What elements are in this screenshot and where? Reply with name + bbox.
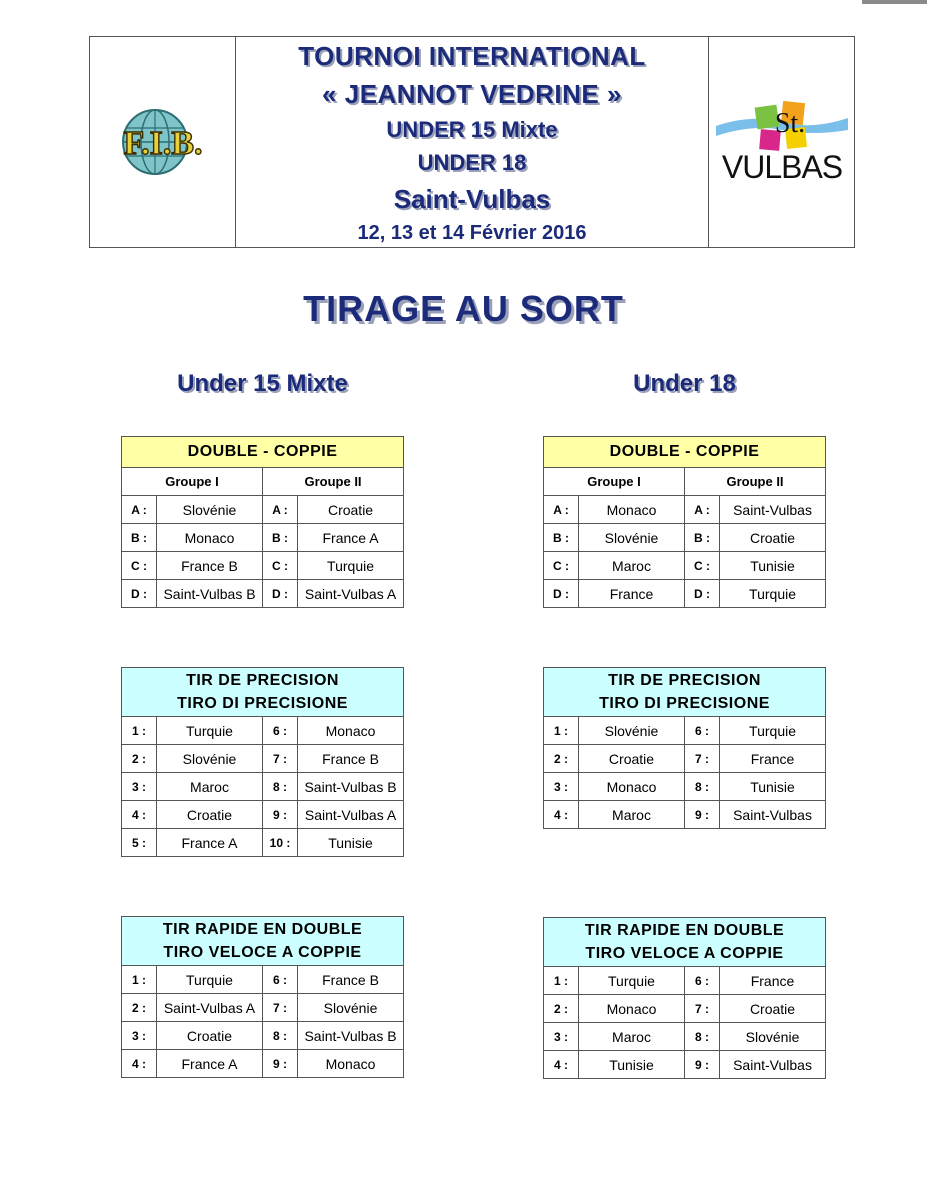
page-title: TIRAGE AU SORT [303, 288, 624, 329]
row-key: 6 : [685, 717, 720, 745]
table-row [544, 1051, 826, 1079]
row-key: 3 : [544, 773, 579, 801]
row-key: 7 : [685, 995, 720, 1023]
u15-rapide-title [122, 917, 404, 966]
row-key: B : [122, 524, 157, 552]
team-cell: Saint-Vulbas B [157, 580, 263, 608]
st-logo-text: St. [774, 108, 805, 139]
top-edge-line [862, 0, 927, 4]
table-row [122, 1050, 404, 1078]
u15-precision-table [121, 667, 404, 857]
table-row [544, 967, 826, 995]
table-row [544, 773, 826, 801]
fib-logo-cell [90, 37, 236, 247]
row-key: 8 : [685, 1023, 720, 1051]
row-key: C : [544, 552, 579, 580]
team-cell: Saint-Vulbas A [298, 580, 404, 608]
team-cell: Slovénie [157, 745, 263, 773]
team-cell: France B [298, 745, 404, 773]
u15-group-1-header: Groupe I [122, 468, 263, 496]
column-title-u15: Under 15 Mixte [177, 370, 348, 397]
team-cell: France A [298, 524, 404, 552]
header-line-3: UNDER 15 Mixte [386, 117, 558, 142]
row-key: 3 : [122, 773, 157, 801]
table-row [544, 717, 826, 745]
u18-precision-title-it: TIRO DI PRECISIONE [599, 695, 770, 712]
team-cell: Maroc [579, 801, 685, 829]
row-key: 9 : [263, 1050, 298, 1078]
st-vulbas-logo-cell [709, 37, 854, 247]
team-cell: Turquie [157, 717, 263, 745]
row-key: C : [685, 552, 720, 580]
row-key: D : [263, 580, 298, 608]
row-key: 4 : [122, 1050, 157, 1078]
u18-double-title: DOUBLE - COPPIE [544, 437, 826, 468]
table-row [122, 524, 404, 552]
team-cell: Slovénie [157, 496, 263, 524]
header-line-2: « JEANNOT VEDRINE » [322, 79, 622, 109]
row-key: 9 : [685, 801, 720, 829]
u18-rapide-title-it: TIRO VELOCE A COPPIE [585, 945, 784, 962]
fib-globe-logo [93, 102, 233, 182]
row-key: C : [122, 552, 157, 580]
u18-group-1-header: Groupe I [544, 468, 685, 496]
table-row [122, 552, 404, 580]
table-row [122, 773, 404, 801]
row-key: 9 : [263, 801, 298, 829]
tournament-header [89, 36, 855, 248]
u18-precision-table [543, 667, 826, 829]
row-key: 1 : [544, 967, 579, 995]
header-line-4: UNDER 18 [417, 150, 527, 175]
table-row [122, 829, 404, 857]
u18-precision-title-fr: TIR DE PRECISION [608, 672, 761, 689]
row-key: 6 : [685, 967, 720, 995]
team-cell: Croatie [720, 995, 826, 1023]
team-cell: Monaco [579, 496, 685, 524]
u15-precision-title-it: TIRO DI PRECISIONE [177, 695, 348, 712]
team-cell: Saint-Vulbas [720, 801, 826, 829]
row-key: 10 : [263, 829, 298, 857]
table-row [544, 496, 826, 524]
row-key: A : [263, 496, 298, 524]
row-key: 7 : [263, 745, 298, 773]
u18-group-2-header: Groupe II [685, 468, 826, 496]
row-key: B : [685, 524, 720, 552]
team-cell: Turquie [298, 552, 404, 580]
row-key: D : [122, 580, 157, 608]
header-titles [236, 37, 709, 247]
team-cell: Monaco [579, 995, 685, 1023]
row-key: 8 : [685, 773, 720, 801]
table-row [122, 717, 404, 745]
row-key: 4 : [544, 1051, 579, 1079]
team-cell: Saint-Vulbas B [298, 773, 404, 801]
column-title-u18: Under 18 [633, 370, 736, 397]
vulbas-logo-text: VULBAS [721, 149, 842, 185]
row-key: 3 : [544, 1023, 579, 1051]
header-line-1: TOURNOI INTERNATIONAL [298, 41, 646, 71]
u15-precision-title-fr: TIR DE PRECISION [186, 672, 339, 689]
table-row [122, 994, 404, 1022]
team-cell: Croatie [157, 1022, 263, 1050]
u18-rapide-title-fr: TIR RAPIDE EN DOUBLE [584, 922, 785, 939]
team-cell: Maroc [579, 552, 685, 580]
row-key: C : [263, 552, 298, 580]
team-cell: Slovénie [298, 994, 404, 1022]
row-key: A : [122, 496, 157, 524]
team-cell: Turquie [579, 967, 685, 995]
row-key: 4 : [544, 801, 579, 829]
table-row [544, 745, 826, 773]
row-key: 6 : [263, 966, 298, 994]
row-key: 8 : [263, 1022, 298, 1050]
u18-precision-title [544, 668, 826, 717]
row-key: B : [263, 524, 298, 552]
team-cell: France A [157, 1050, 263, 1078]
table-row [544, 995, 826, 1023]
u15-rapide-title-it: TIRO VELOCE A COPPIE [163, 944, 362, 961]
team-cell: France B [157, 552, 263, 580]
team-cell: Saint-Vulbas [720, 496, 826, 524]
team-cell: Croatie [579, 745, 685, 773]
row-key: 2 : [122, 994, 157, 1022]
team-cell: Turquie [720, 717, 826, 745]
header-dates: 12, 13 et 14 Février 2016 [357, 222, 587, 244]
team-cell: Maroc [157, 773, 263, 801]
row-key: A : [544, 496, 579, 524]
fib-logo-text: F.I.B. [122, 125, 203, 162]
row-key: D : [544, 580, 579, 608]
u15-group-2-header: Groupe II [263, 468, 404, 496]
table-row [544, 1023, 826, 1051]
team-cell: Tunisie [579, 1051, 685, 1079]
team-cell: France B [298, 966, 404, 994]
team-cell: Slovénie [720, 1023, 826, 1051]
u15-rapide-title-fr: TIR RAPIDE EN DOUBLE [162, 921, 363, 938]
team-cell: Tunisie [720, 552, 826, 580]
row-key: 7 : [685, 745, 720, 773]
table-row [122, 496, 404, 524]
row-key: 9 : [685, 1051, 720, 1079]
team-cell: Slovénie [579, 717, 685, 745]
table-row [544, 524, 826, 552]
row-key: 1 : [122, 717, 157, 745]
row-key: 5 : [122, 829, 157, 857]
team-cell: Slovénie [579, 524, 685, 552]
st-vulbas-logo [712, 92, 852, 192]
team-cell: France [720, 745, 826, 773]
table-row [122, 801, 404, 829]
team-cell: Monaco [579, 773, 685, 801]
table-row [544, 552, 826, 580]
table-row [122, 1022, 404, 1050]
team-cell: France [720, 967, 826, 995]
row-key: 7 : [263, 994, 298, 1022]
row-key: 2 : [122, 745, 157, 773]
table-row [544, 580, 826, 608]
team-cell: Turquie [720, 580, 826, 608]
u18-rapide-title [544, 918, 826, 967]
table-row [122, 580, 404, 608]
table-row [122, 745, 404, 773]
u15-double-title: DOUBLE - COPPIE [122, 437, 404, 468]
team-cell: Monaco [298, 717, 404, 745]
row-key: D : [685, 580, 720, 608]
team-cell: Croatie [720, 524, 826, 552]
team-cell: Turquie [157, 966, 263, 994]
row-key: A : [685, 496, 720, 524]
team-cell: Croatie [157, 801, 263, 829]
row-key: 3 : [122, 1022, 157, 1050]
team-cell: Saint-Vulbas [720, 1051, 826, 1079]
team-cell: France A [157, 829, 263, 857]
team-cell: France [579, 580, 685, 608]
team-cell: Tunisie [298, 829, 404, 857]
team-cell: Saint-Vulbas A [157, 994, 263, 1022]
row-key: 8 : [263, 773, 298, 801]
team-cell: Tunisie [720, 773, 826, 801]
row-key: 1 : [122, 966, 157, 994]
team-cell: Monaco [157, 524, 263, 552]
u15-double-table [121, 436, 404, 608]
u15-rapide-table [121, 916, 404, 1078]
u18-rapide-table [543, 917, 826, 1079]
row-key: 2 : [544, 995, 579, 1023]
row-key: 2 : [544, 745, 579, 773]
team-cell: Maroc [579, 1023, 685, 1051]
row-key: 6 : [263, 717, 298, 745]
team-cell: Monaco [298, 1050, 404, 1078]
row-key: 4 : [122, 801, 157, 829]
row-key: B : [544, 524, 579, 552]
row-key: 1 : [544, 717, 579, 745]
table-row [544, 801, 826, 829]
table-row [122, 966, 404, 994]
team-cell: Croatie [298, 496, 404, 524]
team-cell: Saint-Vulbas B [298, 1022, 404, 1050]
team-cell: Saint-Vulbas A [298, 801, 404, 829]
header-line-5: Saint-Vulbas [393, 184, 551, 214]
u15-precision-title [122, 668, 404, 717]
u18-double-table [543, 436, 826, 608]
